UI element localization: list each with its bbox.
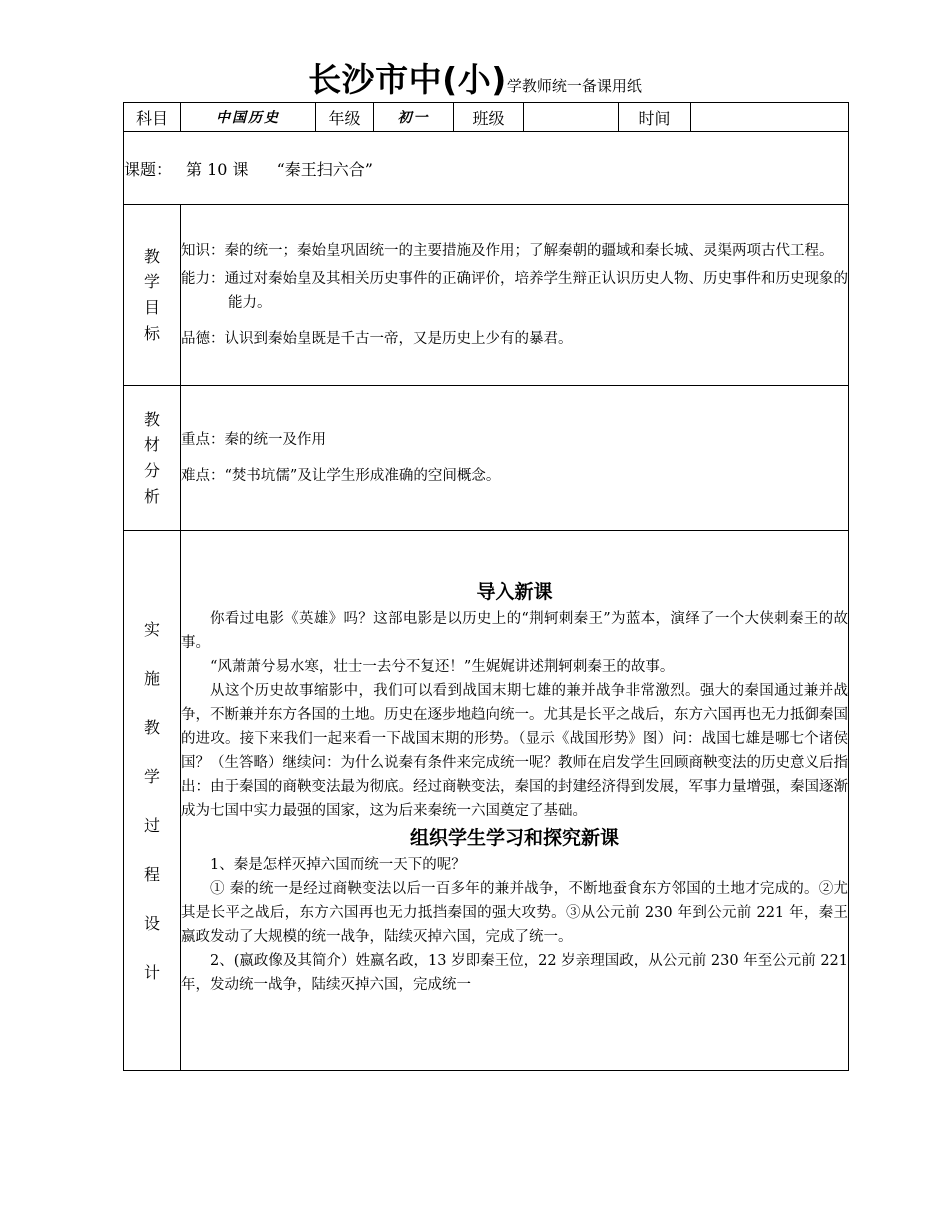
objectives-content bbox=[181, 205, 849, 386]
time-label: 时间 bbox=[619, 103, 691, 132]
class-label: 班级 bbox=[454, 103, 524, 132]
analysis-row bbox=[124, 386, 849, 531]
objectives-side-label: 教 学 目 标 bbox=[124, 205, 181, 386]
topic-name: “秦王扫六合” bbox=[276, 159, 373, 179]
question-1: 1、秦是怎样灭掉六国而统一天下的呢？ bbox=[210, 857, 466, 873]
subject-label: 科目 bbox=[124, 103, 181, 132]
analysis-key: 重点：秦的统一及作用 bbox=[181, 432, 326, 448]
intro-paragraph-2: “风萧萧兮易水寒，壮士一去兮不复还！”生娓娓讲述荆轲刺秦王的故事。 bbox=[210, 659, 675, 675]
objective-morality: 品德：认识到秦始皇既是千古一帝，又是历史上少有的暴君。 bbox=[181, 331, 573, 347]
time-value bbox=[691, 103, 849, 132]
title-sub: 学教师统一备课用纸 bbox=[506, 77, 642, 95]
analysis-difficulty: 难点：“焚书坑儒”及让学生形成准确的空间概念。 bbox=[181, 468, 501, 484]
analysis-side-label: 教 材 分 析 bbox=[124, 386, 181, 531]
info-row bbox=[124, 103, 849, 132]
objective-knowledge: 知识：秦的统一；秦始皇巩固统一的主要措施及作用；了解秦朝的疆域和秦长城、灵渠两项古代工程。 bbox=[181, 243, 834, 259]
title-main: 长沙市中(小) bbox=[308, 60, 507, 99]
analysis-content bbox=[181, 386, 849, 531]
grade-label: 年级 bbox=[316, 103, 374, 132]
process-row bbox=[124, 531, 849, 1071]
subject-value: 中国历史 bbox=[181, 103, 316, 132]
topic-cell bbox=[124, 132, 849, 205]
topic-row bbox=[124, 132, 849, 205]
intro-paragraph-3: 从这个历史故事缩影中，我们可以看到战国末期七雄的兼并战争非常激烈。强大的秦国通过兼并战争，不断兼并东方各国的土地。历史在逐步地趋向统一。尤其是长平之战后，东方六国再也无力抵御秦国的进攻。接下来我们一起来看一下战国末期的形势。（显示《战国形势》图）问：战国七雄是哪七个诸侯国？（生答略）继续问：为什么说秦有条件来完成统一呢？教师在启发学生回顾商鞅变法的历史意义后指出：由于秦国的商鞅变法最为彻底。经过商鞅变法，秦国的封建经济得到发展，军事力量增强，秦国逐渐成为七国中实力最强的国家，这为后来秦统一六国奠定了基础。 bbox=[181, 683, 848, 819]
topic-lesson: 第 10 课 bbox=[186, 159, 249, 179]
process-content bbox=[181, 531, 849, 1071]
heading-new-lesson: 组织学生学习和探究新课 bbox=[409, 827, 619, 849]
answer-paragraph-2: 2、(嬴政像及其简介）姓嬴名政，13 岁即秦王位，22 岁亲理国政，从公元前 230 年至公元前 221 年，发动统一战争，陆续灭掉六国，完成统一 bbox=[181, 953, 848, 993]
objective-ability: 能力：通过对秦始皇及其相关历史事件的正确评价，培养学生辩正认识历史人物、历史事件和历史现象的能力。 bbox=[181, 271, 848, 311]
process-side-label: 实 施 教 学 过 程 设 计 bbox=[124, 531, 181, 1071]
answer-paragraph-1: ① 秦的统一是经过商鞅变法以后一百多年的兼并战争，不断地蚕食东方邻国的土地才完成的。②尤其是长平之战后，东方六国再也无力抵挡秦国的强大攻势。③从公元前 230 年到公元前 221 年，秦王嬴政发动了大规模的统一战争，陆续灭掉六国，完成了统一。 bbox=[181, 881, 848, 945]
topic-label: 课题： bbox=[124, 159, 173, 179]
lesson-plan-table bbox=[123, 102, 849, 1071]
intro-paragraph-1: 你看过电影《英雄》吗？这部电影是以历史上的“荆轲刺秦王”为蓝本，演绎了一个大侠刺秦王的故事。 bbox=[181, 611, 848, 651]
objectives-row bbox=[124, 205, 849, 386]
page-title bbox=[0, 54, 950, 101]
grade-value: 初一 bbox=[374, 103, 454, 132]
heading-intro: 导入新课 bbox=[476, 581, 553, 603]
class-value bbox=[524, 103, 619, 132]
